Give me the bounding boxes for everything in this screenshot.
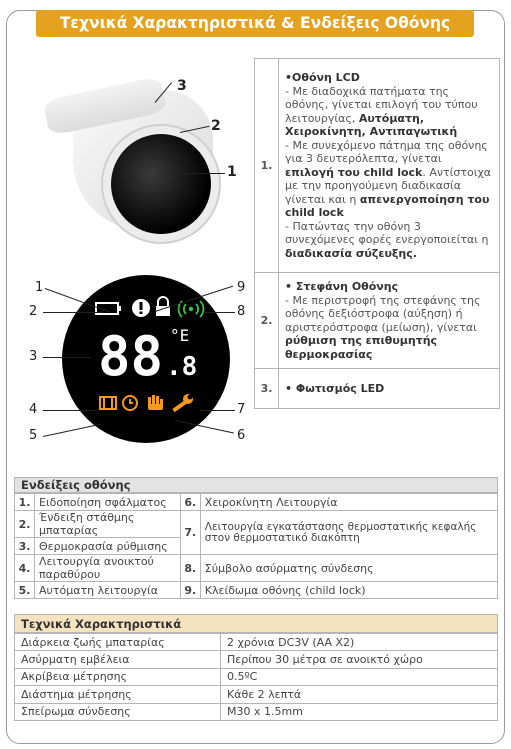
row-number: 6.	[180, 494, 200, 511]
row-number: 4.	[15, 555, 35, 582]
table-row	[15, 494, 498, 511]
leader-2	[43, 312, 103, 313]
device-label-3: 3	[177, 78, 187, 94]
text: . Αντίστοιχα με την προηγούμενη διαδικασία γίνεται και η	[285, 165, 492, 206]
controls-table	[254, 58, 500, 409]
row-number: 2.	[15, 511, 35, 538]
callout-4: 4	[29, 402, 38, 417]
hand-icon	[148, 395, 163, 410]
leader-8	[205, 312, 235, 313]
row-text: Ειδοποίηση σφάλματος	[35, 494, 181, 511]
spec-value: 2 χρόνια DC3V (AA X2)	[221, 634, 498, 651]
callout-8: 8	[237, 304, 246, 319]
row-number: 3.	[255, 369, 279, 409]
row-number: 1.	[15, 494, 35, 511]
bold-text: απενεργοποίηση του child lock	[285, 192, 490, 219]
row-number: 5.	[15, 582, 35, 599]
bold-text: ρύθμιση της επιθυμητής θερμοκρασίας	[285, 334, 438, 361]
row-text: Σύμβολο ασύρματης σύνδεσης	[200, 555, 497, 582]
indications-table	[14, 493, 498, 599]
device-label-1: 1	[227, 164, 237, 180]
text: - Πατώντας την οθόνη 3 συνεχόμενες φορές ενεργοποιείται η	[285, 219, 489, 246]
table-row	[15, 555, 498, 582]
spec-key: Διάστημα μέτρησης	[15, 686, 221, 703]
spec-value: 0.5ºC	[221, 668, 498, 685]
tech-specs-header: Τεχνικά Χαρακτηριστικά	[14, 614, 498, 633]
row-number: 7.	[180, 511, 200, 555]
bold-text: •Οθόνη LCD	[285, 71, 360, 84]
lcd-screen	[111, 134, 211, 234]
bold-text: επιλογή του child lock	[285, 165, 423, 179]
leader-4	[43, 410, 95, 411]
text: - Με διαδοχικά πατήματα της οθόνης, γίνεται επιλογή του τύπου λειτουργίας,	[285, 84, 478, 125]
description-line	[285, 85, 493, 139]
table-row	[15, 668, 498, 685]
row-text: Θερμοκρασία ρύθμισης	[35, 538, 181, 555]
display-face	[62, 275, 230, 443]
row-number: 8.	[180, 555, 200, 582]
clock-icon	[123, 396, 137, 410]
callout-3: 3	[29, 349, 38, 364]
description-line	[285, 382, 493, 396]
description-line	[285, 294, 493, 362]
temperature-unit: °E	[170, 326, 190, 345]
spec-value: Κάθε 2 λεπτά	[221, 686, 498, 703]
callout-7: 7	[237, 402, 246, 417]
device-illustration	[15, 40, 245, 240]
row-description	[279, 369, 500, 409]
table-row	[255, 59, 500, 273]
table-row	[15, 686, 498, 703]
row-text: Κλείδωμα οθόνης (child lock)	[200, 582, 497, 599]
row-number: 1.	[255, 59, 279, 273]
tech-specs-table	[14, 633, 498, 721]
callout-2: 2	[29, 304, 38, 319]
bold-text: Αυτόματη, Χειροκίνητη, Αντιπαγωτική	[285, 111, 458, 138]
bold-text: • Φωτισμός LED	[285, 381, 385, 395]
callout-5: 5	[29, 428, 38, 443]
callout-9: 9	[237, 280, 246, 295]
callout-6: 6	[237, 428, 246, 443]
indications-header: Ενδείξεις οθόνης	[14, 477, 498, 493]
bold-text: διαδικασία σύζευξης.	[285, 246, 417, 260]
description-line	[285, 71, 493, 85]
row-description	[279, 273, 500, 369]
callout-1: 1	[35, 280, 44, 295]
description-line	[285, 139, 493, 220]
row-number: 3.	[15, 538, 35, 555]
window-icon	[100, 397, 116, 409]
table-row	[15, 582, 498, 599]
row-text: Λειτουργία εγκατάστασης θερμοστατικής κεφαλής στον θερμοστατικό διακόπτη	[200, 511, 497, 555]
display-illustration	[15, 275, 245, 455]
spec-key: Ασύρματη εμβέλεια	[15, 651, 221, 668]
page-title: Τεχνικά Χαρακτηριστικά & Ενδείξεις Οθόνης	[36, 10, 474, 37]
table-row	[15, 511, 498, 538]
description-line	[285, 220, 493, 261]
row-text: Αυτόματη λειτουργία	[35, 582, 181, 599]
row-text: Ένδειξη στάθμης μπαταρίας	[35, 511, 181, 538]
spec-value: M30 x 1.5mm	[221, 703, 498, 720]
temperature-decimal: .8	[166, 352, 198, 382]
text: - Με συνεχόμενο πάτημα της οθόνης για 3 δευτερόλεπτα, γίνεται	[285, 138, 488, 165]
alert-icon	[132, 299, 150, 317]
table-row	[15, 651, 498, 668]
spec-key: Σπείρωμα σύνδεσης	[15, 703, 221, 720]
table-row	[255, 369, 500, 409]
row-description	[279, 59, 500, 273]
leader-3	[43, 357, 91, 358]
table-row	[255, 273, 500, 369]
table-row	[15, 634, 498, 651]
wrench-icon	[172, 394, 193, 412]
table-row	[15, 703, 498, 720]
row-number: 2.	[255, 273, 279, 369]
row-text: Λειτουργία ανοικτού παραθύρου	[35, 555, 181, 582]
display-svg	[62, 275, 230, 443]
spec-value: Περίπου 30 μέτρα σε ανοικτό χώρο	[221, 651, 498, 668]
row-text: Χειροκίνητη Λειτουργία	[200, 494, 497, 511]
device-label-2: 2	[211, 118, 221, 134]
row-number: 9.	[180, 582, 200, 599]
description-line	[285, 280, 493, 294]
leader-1	[175, 173, 225, 174]
text: - Με περιστροφή της στεφάνης της οθόνης δεξιόστροφα (αύξηση) ή αριστερόστροφα (μείωση), γίνεται	[285, 293, 481, 334]
wireless-icon	[179, 301, 204, 317]
leader-7	[200, 410, 235, 411]
bold-text: • Στεφάνη Οθόνης	[285, 280, 399, 293]
spec-key: Διάρκεια ζωής μπαταρίας	[15, 634, 221, 651]
temperature-digits: 88	[98, 325, 164, 388]
spec-key: Ακρίβεια μέτρησης	[15, 668, 221, 685]
